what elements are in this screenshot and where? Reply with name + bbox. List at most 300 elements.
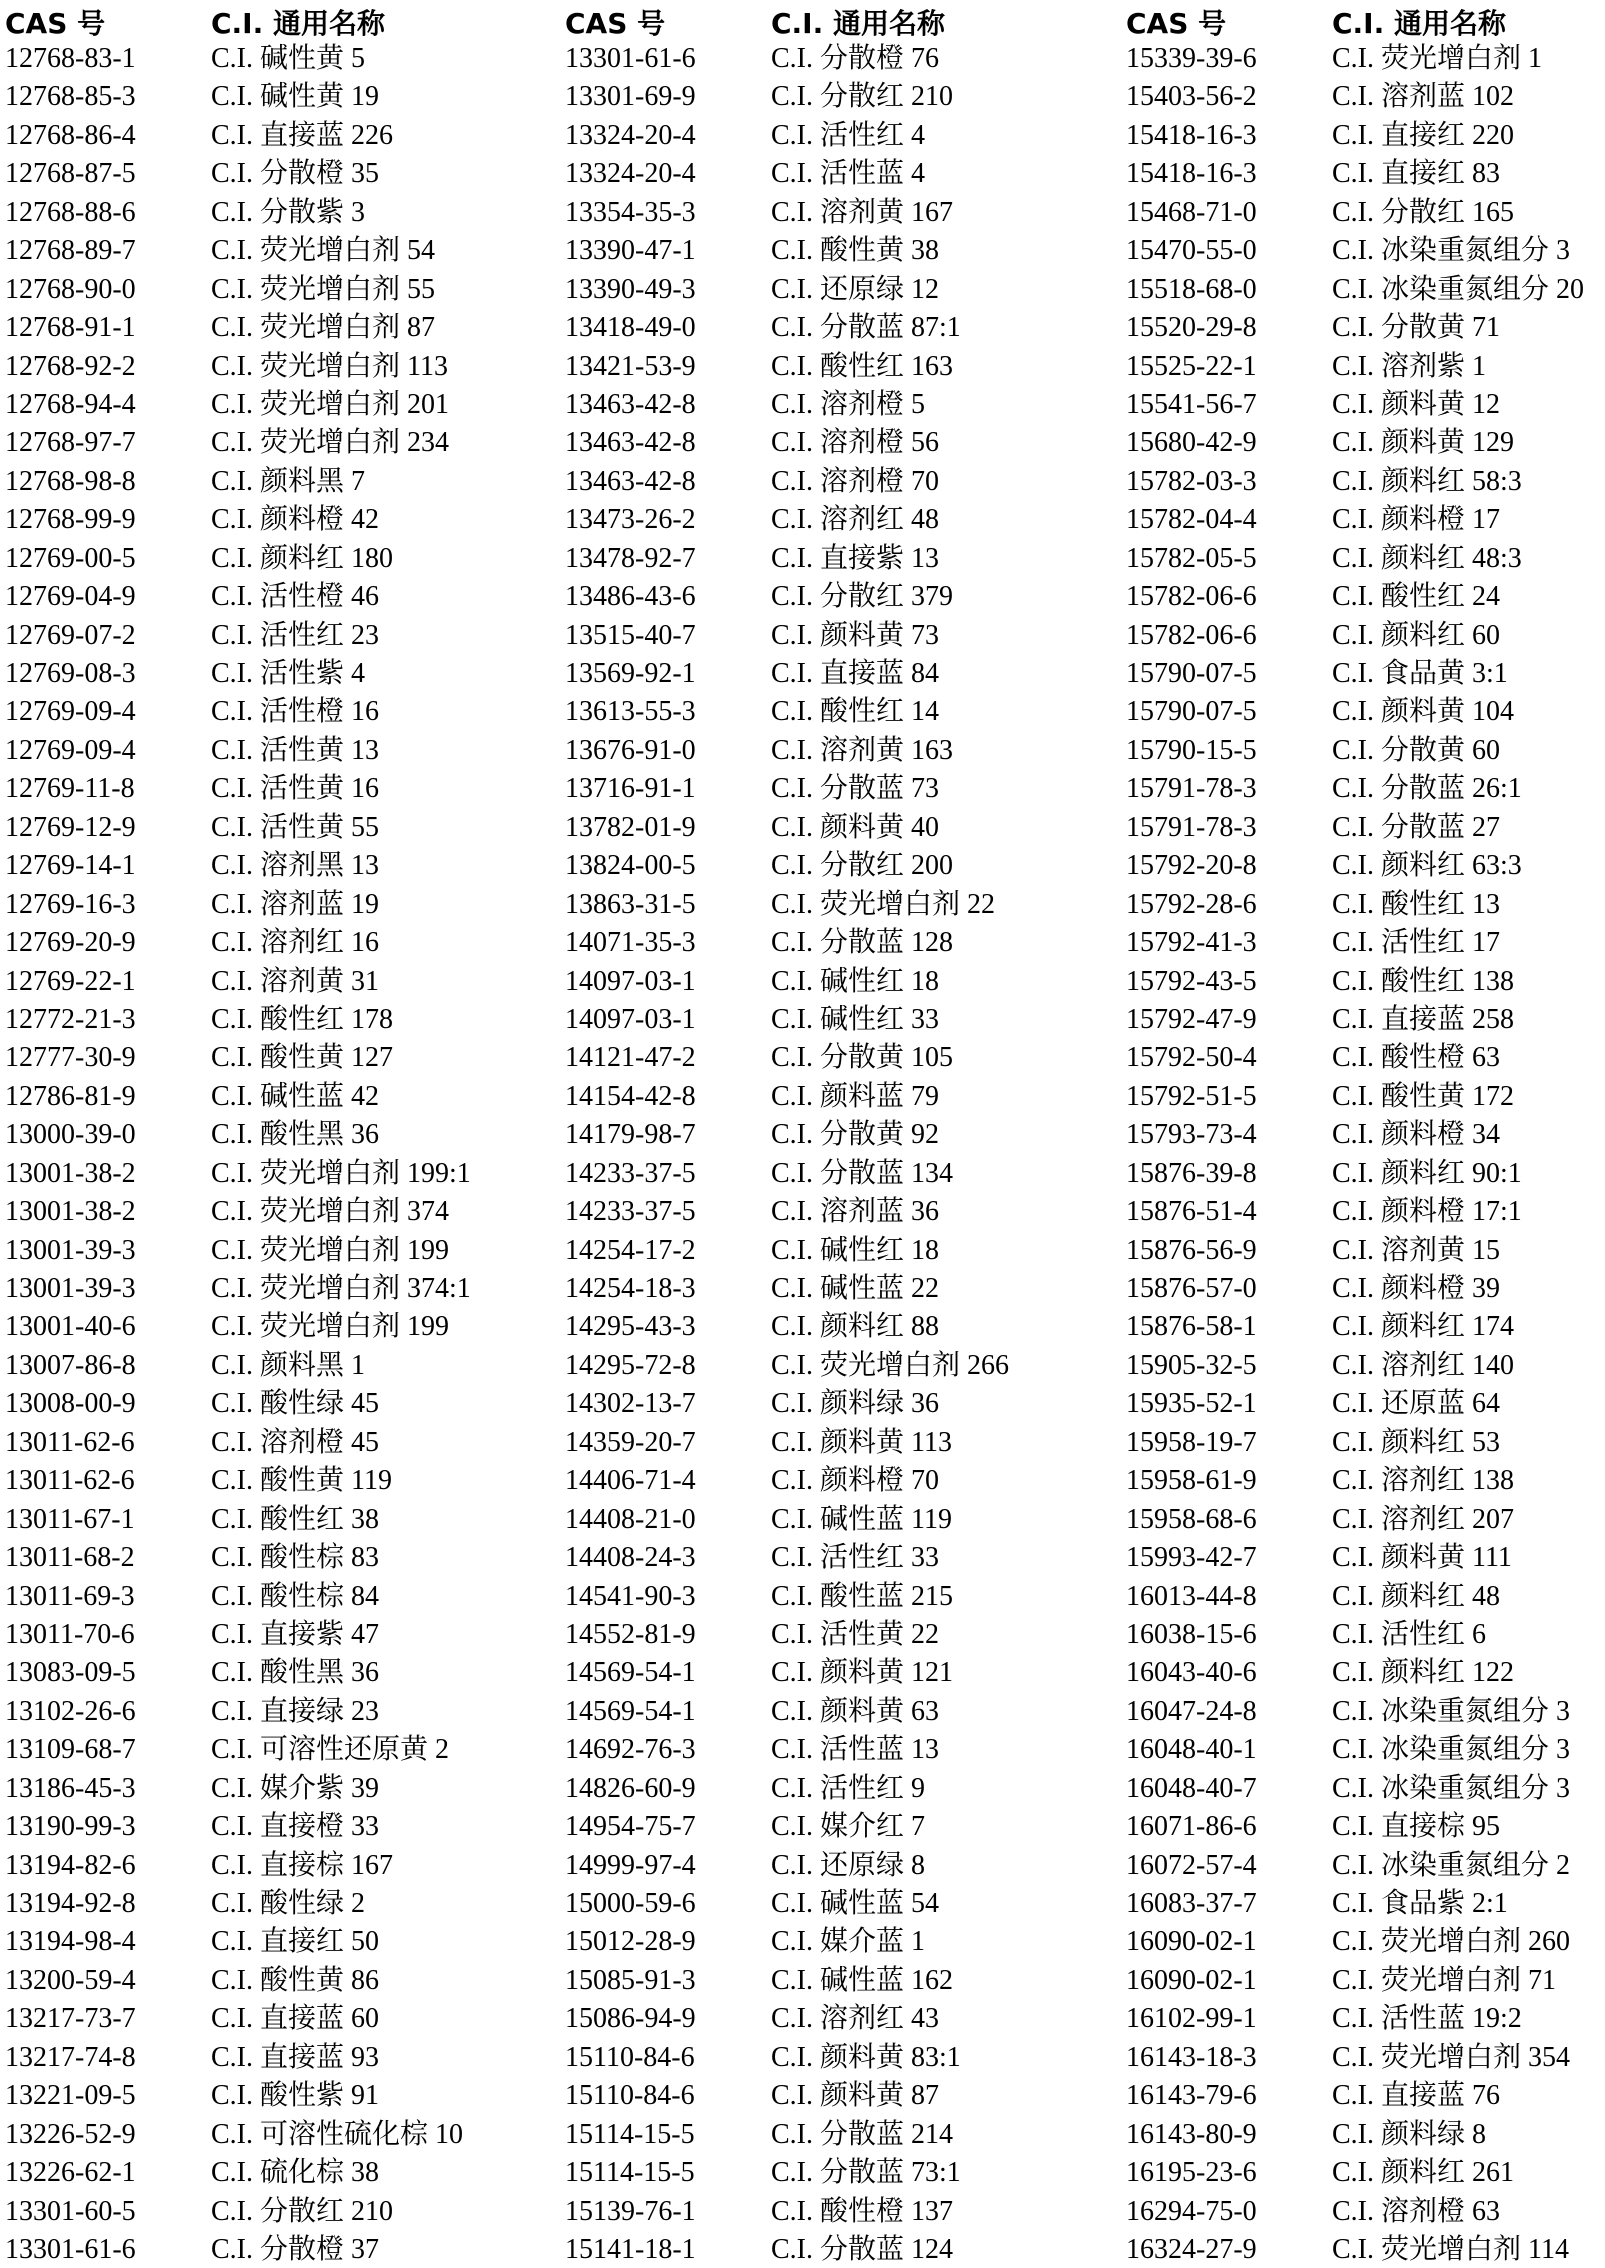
cas-number: 12772-21-3 [5,1003,136,1035]
cas-number: 12769-11-8 [5,773,135,805]
ci-generic-name: C.I. 溶剂黄 31 [211,965,380,997]
ci-generic-name: C.I. 溶剂红 43 [771,2003,940,2035]
ci-generic-name: C.I. 冰染重氮组分 3 [1332,1695,1571,1727]
ci-generic-name: C.I. 颜料红 60 [1332,619,1501,651]
cas-number: 14541-90-3 [565,1580,696,1612]
ci-generic-name: C.I. 溶剂红 16 [211,927,380,959]
cas-number: 15876-56-9 [1126,1234,1257,1266]
cas-number: 15086-94-9 [565,2003,696,2035]
cas-number: 13716-91-1 [565,773,696,805]
cas-number: 14154-42-8 [565,1080,696,1112]
ci-generic-name: C.I. 溶剂蓝 102 [1332,81,1515,113]
cas-number: 13324-20-4 [565,119,696,151]
ci-generic-name: C.I. 直接红 83 [1332,158,1501,190]
cas-number: 13083-09-5 [5,1657,136,1689]
cas-number: 15791-78-3 [1126,773,1257,805]
ci-generic-name: C.I. 颜料橙 17 [1332,504,1501,536]
cas-number: 14295-43-3 [565,1311,696,1343]
ci-generic-name: C.I. 颜料红 122 [1332,1657,1515,1689]
ci-generic-name: C.I. 荧光增白剂 22 [771,888,996,920]
cas-number: 13194-92-8 [5,1888,136,1919]
cas-number: 15782-05-5 [1126,542,1257,574]
ci-generic-name: C.I. 酸性黄 172 [1332,1080,1515,1112]
ci-generic-name: C.I. 颜料黄 111 [1332,1542,1512,1574]
cas-number: 13194-82-6 [5,1849,136,1881]
ci-generic-name: C.I. 颜料红 63:3 [1332,850,1522,882]
ci-generic-name: C.I. 分散蓝 124 [771,2233,954,2265]
cas-number: 15876-57-0 [1126,1273,1257,1304]
ci-generic-name: C.I. 分散橙 76 [771,43,940,74]
ci-generic-name: C.I. 酸性红 138 [1332,965,1515,997]
ci-generic-name: C.I. 硫化棕 38 [211,2157,380,2189]
ci-generic-name: C.I. 分散黄 92 [771,1119,940,1151]
cas-number: 14233-37-5 [565,1196,696,1228]
cas-number: 12769-16-3 [5,888,136,920]
cas-number: 13011-67-1 [5,1503,135,1535]
cas-number: 16013-44-8 [1126,1580,1257,1612]
cas-number: 13782-01-9 [565,811,696,843]
ci-generic-name: C.I. 直接蓝 258 [1332,1003,1515,1035]
ci-generic-name: C.I. 还原绿 8 [771,1849,926,1881]
ci-generic-name: C.I. 酸性绿 2 [211,1888,366,1919]
ci-generic-name: C.I. 活性红 33 [771,1542,940,1574]
ci-generic-name: C.I. 分散红 379 [771,581,954,613]
cas-number: 15403-56-2 [1126,81,1257,113]
ci-generic-name: C.I. 颜料绿 8 [1332,2118,1487,2150]
cas-number: 13613-55-3 [565,696,696,728]
cas-number: 13473-26-2 [565,504,696,536]
ci-generic-name: C.I. 荧光增白剂 55 [211,273,436,305]
cas-number: 13515-40-7 [565,619,696,651]
ci-generic-name: C.I. 活性蓝 13 [771,1734,940,1766]
ci-generic-name: C.I. 碱性黄 19 [211,81,380,113]
cas-number: 13001-39-3 [5,1234,136,1266]
cas-number: 15541-56-7 [1126,388,1257,420]
ci-generic-name: C.I. 酸性红 178 [211,1003,394,1035]
cas-number: 13186-45-3 [5,1772,136,1804]
cas-number: 12768-94-4 [5,388,136,420]
ci-generic-name: C.I. 分散黄 60 [1332,734,1501,766]
cas-number: 12768-97-7 [5,427,136,459]
name-header: C.I. 通用名称 [1332,7,1506,40]
cas-number: 13011-68-2 [5,1542,135,1574]
cas-number: 14254-17-2 [565,1234,696,1266]
cas-number: 12768-99-9 [5,504,136,536]
ci-generic-name: C.I. 活性紫 4 [211,658,366,689]
cas-number: 12769-07-2 [5,619,136,651]
ci-generic-name: C.I. 可溶性硫化棕 10 [211,2118,464,2150]
cas-number: 13011-62-6 [5,1465,135,1497]
ci-generic-name: C.I. 溶剂红 207 [1332,1503,1515,1535]
ci-generic-name: C.I. 冰染重氮组分 2 [1332,1849,1571,1881]
ci-generic-name: C.I. 媒介红 7 [771,1811,926,1843]
cas-number: 12768-88-6 [5,196,136,228]
cas-number: 14826-60-9 [565,1772,696,1804]
cas-number: 15792-51-5 [1126,1080,1257,1112]
cas-number: 15012-28-9 [565,1926,696,1958]
ci-generic-name: C.I. 酸性绿 45 [211,1388,380,1420]
cas-number: 15792-50-4 [1126,1042,1257,1074]
ci-generic-name: C.I. 活性橙 46 [211,581,380,613]
ci-generic-name: C.I. 冰染重氮组分 3 [1332,235,1571,267]
ci-generic-name: C.I. 直接红 220 [1332,119,1515,151]
ci-generic-name: C.I. 荧光增白剂 354 [1332,2041,1571,2073]
ci-generic-name: C.I. 颜料黑 1 [211,1349,366,1381]
ci-generic-name: C.I. 颜料红 180 [211,542,394,574]
ci-generic-name: C.I. 颜料黄 12 [1332,388,1501,420]
cas-number: 12768-91-1 [5,312,136,344]
cas-number: 13226-62-1 [5,2157,136,2189]
ci-generic-name: C.I. 分散红 165 [1332,196,1515,228]
cas-number: 15791-78-3 [1126,811,1257,843]
cas-number: 15782-03-3 [1126,465,1257,497]
ci-generic-name: C.I. 活性红 4 [771,119,926,151]
cas-number: 13421-53-9 [565,350,696,382]
ci-generic-name: C.I. 颜料黄 104 [1332,696,1515,728]
ci-generic-name: C.I. 溶剂黄 15 [1332,1234,1501,1266]
cas-number: 15782-06-6 [1126,619,1257,651]
ci-generic-name: C.I. 分散红 200 [771,850,954,882]
ci-generic-name: C.I. 荧光增白剂 266 [771,1349,1010,1381]
cas-number: 15000-59-6 [565,1888,696,1919]
ci-generic-name: C.I. 酸性黄 38 [771,235,940,267]
ci-generic-name: C.I. 分散蓝 26:1 [1332,773,1522,805]
ci-generic-name: C.I. 酸性红 24 [1332,581,1501,613]
ci-generic-name: C.I. 分散红 210 [771,81,954,113]
cas-number: 16324-27-9 [1126,2233,1257,2265]
cas-number: 13217-74-8 [5,2041,136,2073]
ci-generic-name: C.I. 酸性棕 83 [211,1542,380,1574]
ci-generic-name: C.I. 颜料橙 17:1 [1332,1196,1522,1228]
cas-number: 13200-59-4 [5,1964,136,1996]
cas-number: 15958-61-9 [1126,1465,1257,1497]
cas-number: 12769-00-5 [5,542,136,574]
ci-generic-name: C.I. 分散蓝 134 [771,1157,954,1189]
cas-number: 14254-18-3 [565,1273,696,1304]
ci-generic-name: C.I. 活性红 6 [1332,1618,1487,1650]
ci-generic-name: C.I. 颜料黄 83:1 [771,2041,961,2073]
ci-generic-name: C.I. 溶剂蓝 36 [771,1196,940,1228]
cas-number: 12768-83-1 [5,43,136,74]
ci-generic-name: C.I. 直接棕 167 [211,1849,394,1881]
cas-number: 16090-02-1 [1126,1964,1257,1996]
cas-number: 13221-09-5 [5,2080,136,2112]
cas-number: 13390-47-1 [565,235,696,267]
ci-generic-name: C.I. 分散黄 105 [771,1042,954,1074]
cas-number: 16143-79-6 [1126,2080,1257,2112]
cas-number: 13463-42-8 [565,427,696,459]
cas-number: 14097-03-1 [565,1003,696,1035]
ci-generic-name: C.I. 直接紫 47 [211,1618,380,1650]
ci-generic-name: C.I. 颜料黄 73 [771,619,940,651]
cas-number: 13001-38-2 [5,1157,136,1189]
cas-number: 16038-15-6 [1126,1618,1257,1650]
cas-number: 16072-57-4 [1126,1849,1257,1881]
cas-number: 14071-35-3 [565,927,696,959]
ci-generic-name: C.I. 直接蓝 93 [211,2041,380,2073]
ci-generic-name: C.I. 颜料黄 121 [771,1657,954,1689]
cas-number: 15790-07-5 [1126,696,1257,728]
ci-generic-name: C.I. 酸性蓝 215 [771,1580,954,1612]
cas-number: 16083-37-7 [1126,1888,1257,1919]
ci-generic-name: C.I. 碱性蓝 42 [211,1080,380,1112]
cas-number: 15520-29-8 [1126,312,1257,344]
cas-number: 12768-86-4 [5,119,136,151]
cas-number: 16143-18-3 [1126,2041,1257,2073]
cas-number: 14692-76-3 [565,1734,696,1766]
ci-generic-name: C.I. 直接橙 33 [211,1811,380,1843]
ci-generic-name: C.I. 碱性黄 5 [211,43,366,74]
cas-number: 15993-42-7 [1126,1542,1257,1574]
cas-number: 15792-47-9 [1126,1003,1257,1035]
cas-number: 16195-23-6 [1126,2157,1257,2189]
ci-generic-name: C.I. 酸性红 38 [211,1503,380,1535]
cas-number: 15782-06-6 [1126,581,1257,613]
cas-number: 13000-39-0 [5,1119,136,1151]
cas-number: 15792-43-5 [1126,965,1257,997]
ci-generic-name: C.I. 食品黄 3:1 [1332,658,1508,689]
ci-generic-name: C.I. 分散蓝 87:1 [771,312,961,344]
ci-generic-name: C.I. 食品紫 2:1 [1332,1888,1508,1919]
ci-generic-name: C.I. 直接蓝 84 [771,658,940,689]
ci-generic-name: C.I. 酸性橙 137 [771,2195,954,2227]
cas-number: 12768-87-5 [5,158,136,190]
cas-number: 13354-35-3 [565,196,696,228]
ci-generic-name: C.I. 颜料黄 87 [771,2080,940,2112]
ci-generic-name: C.I. 活性黄 13 [211,734,380,766]
cas-number: 15141-18-1 [565,2233,696,2265]
ci-generic-name: C.I. 活性蓝 19:2 [1332,2003,1522,2035]
ci-generic-name: C.I. 溶剂橙 45 [211,1426,380,1458]
cas-number: 15114-15-5 [565,2157,695,2189]
cas-number: 13011-69-3 [5,1580,135,1612]
ci-generic-name: C.I. 酸性黑 36 [211,1119,380,1151]
ci-generic-name: C.I. 溶剂红 48 [771,504,940,536]
cas-number: 12769-12-9 [5,811,136,843]
ci-generic-name: C.I. 碱性蓝 162 [771,1964,954,1996]
cas-number: 14999-97-4 [565,1849,696,1881]
ci-generic-name: C.I. 酸性黑 36 [211,1657,380,1689]
cas-number: 13008-00-9 [5,1388,136,1420]
cas-number: 13301-60-5 [5,2195,136,2227]
cas-number: 12769-04-9 [5,581,136,613]
ci-generic-name: C.I. 还原蓝 64 [1332,1388,1501,1420]
cas-number: 12777-30-9 [5,1042,136,1074]
ci-generic-name: C.I. 活性蓝 4 [771,158,926,190]
ci-generic-name: C.I. 酸性黄 119 [211,1465,392,1497]
cas-number: 15793-73-4 [1126,1119,1257,1151]
ci-generic-name: C.I. 荧光增白剂 54 [211,235,436,267]
cas-number: 14408-24-3 [565,1542,696,1574]
cas-number: 13863-31-5 [565,888,696,920]
ci-generic-name: C.I. 颜料橙 70 [771,1465,940,1497]
ci-generic-name: C.I. 分散橙 37 [211,2233,380,2265]
ci-generic-name: C.I. 溶剂黄 167 [771,196,954,228]
cas-number: 15339-39-6 [1126,43,1257,74]
ci-generic-name: C.I. 活性黄 16 [211,773,380,805]
ci-generic-name: C.I. 分散红 210 [211,2195,394,2227]
ci-generic-name: C.I. 酸性橙 63 [1332,1042,1501,1074]
ci-generic-name: C.I. 溶剂橙 63 [1332,2195,1501,2227]
cas-number: 15792-20-8 [1126,850,1257,882]
cas-number: 16048-40-7 [1126,1772,1257,1804]
ci-generic-name: C.I. 颜料橙 34 [1332,1119,1501,1151]
ci-generic-name: C.I. 活性红 17 [1332,927,1501,959]
ci-generic-name: C.I. 溶剂橙 56 [771,427,940,459]
ci-generic-name: C.I. 荧光增白剂 260 [1332,1926,1571,1958]
cas-number: 15958-19-7 [1126,1426,1257,1458]
ci-generic-name: C.I. 酸性黄 127 [211,1042,394,1074]
ci-generic-name: C.I. 碱性蓝 54 [771,1888,940,1919]
cas-number: 13011-70-6 [5,1618,135,1650]
ci-generic-name: C.I. 颜料黄 40 [771,811,940,843]
ci-generic-name: C.I. 荧光增白剂 374:1 [211,1273,471,1304]
cas-number: 12768-98-8 [5,465,136,497]
cas-number: 12769-08-3 [5,658,136,689]
ci-generic-name: C.I. 颜料绿 36 [771,1388,940,1420]
cas-number: 13390-49-3 [565,273,696,305]
cas-number: 15782-04-4 [1126,504,1257,536]
ci-generic-name: C.I. 活性橙 16 [211,696,380,728]
ci-generic-name: C.I. 荧光增白剂 374 [211,1196,450,1228]
cas-number: 15905-32-5 [1126,1349,1257,1381]
cas-number: 16102-99-1 [1126,2003,1257,2035]
cas-number: 13324-20-4 [565,158,696,190]
cas-header: CAS 号 [1126,7,1227,40]
cas-number: 15114-15-5 [565,2118,695,2150]
cas-number: 15790-07-5 [1126,658,1257,689]
cas-number: 13418-49-0 [565,312,696,344]
ci-generic-name: C.I. 颜料红 90:1 [1332,1157,1522,1189]
cas-number: 15518-68-0 [1126,273,1257,305]
cas-number: 13194-98-4 [5,1926,136,1958]
ci-generic-name: C.I. 分散黄 71 [1332,312,1501,344]
cas-number: 14302-13-7 [565,1388,696,1420]
ci-generic-name: C.I. 溶剂黄 163 [771,734,954,766]
ci-generic-name: C.I. 颜料红 174 [1332,1311,1515,1343]
cas-number: 13001-38-2 [5,1196,136,1228]
cas-number: 13301-61-6 [565,43,696,74]
cas-number: 13463-42-8 [565,465,696,497]
cas-number: 13478-92-7 [565,542,696,574]
ci-generic-name: C.I. 碱性蓝 119 [771,1503,952,1535]
cas-number: 12769-14-1 [5,850,136,882]
ci-generic-name: C.I. 分散蓝 73 [771,773,940,805]
ci-generic-name: C.I. 溶剂紫 1 [1332,350,1487,382]
ci-generic-name: C.I. 荧光增白剂 87 [211,312,436,344]
ci-generic-name: C.I. 溶剂蓝 19 [211,888,380,920]
cas-number: 13007-86-8 [5,1349,136,1381]
ci-generic-name: C.I. 冰染重氮组分 20 [1332,273,1585,305]
cas-number: 15876-39-8 [1126,1157,1257,1189]
cas-number: 14569-54-1 [565,1695,696,1727]
ci-generic-name: C.I. 溶剂黑 13 [211,850,380,882]
cas-number: 15680-42-9 [1126,427,1257,459]
ci-generic-name: C.I. 分散蓝 27 [1332,811,1501,843]
ci-generic-name: C.I. 冰染重氮组分 3 [1332,1772,1571,1804]
ci-generic-name: C.I. 酸性红 14 [771,696,940,728]
ci-generic-name: C.I. 分散蓝 214 [771,2118,954,2150]
name-header: C.I. 通用名称 [211,7,385,40]
ci-generic-name: C.I. 分散橙 35 [211,158,380,190]
ci-generic-name: C.I. 碱性蓝 22 [771,1273,940,1304]
cas-number: 12768-85-3 [5,81,136,113]
cas-number: 14359-20-7 [565,1426,696,1458]
ci-generic-name: C.I. 颜料黄 129 [1332,427,1515,459]
cas-number: 14569-54-1 [565,1657,696,1689]
ci-generic-name: C.I. 活性红 9 [771,1772,926,1804]
cas-number: 15935-52-1 [1126,1388,1257,1420]
ci-generic-name: C.I. 直接紫 13 [771,542,940,574]
cas-number: 14406-71-4 [565,1465,696,1497]
cas-number: 15418-16-3 [1126,158,1257,190]
ci-generic-name: C.I. 酸性黄 86 [211,1964,380,1996]
ci-generic-name: C.I. 酸性棕 84 [211,1580,380,1612]
cas-number: 14233-37-5 [565,1157,696,1189]
ci-generic-name: C.I. 颜料红 261 [1332,2157,1515,2189]
ci-generic-name: C.I. 分散蓝 73:1 [771,2157,961,2189]
ci-generic-name: C.I. 溶剂橙 70 [771,465,940,497]
ci-generic-name: C.I. 酸性红 163 [771,350,954,382]
cas-number: 13301-61-6 [5,2233,136,2265]
ci-generic-name: C.I. 颜料红 53 [1332,1426,1501,1458]
cas-number: 16294-75-0 [1126,2195,1257,2227]
ci-generic-name: C.I. 荧光增白剂 1 [1332,43,1543,74]
ci-generic-name: C.I. 直接绿 23 [211,1695,380,1727]
cas-number: 13463-42-8 [565,388,696,420]
ci-generic-name: C.I. 颜料黄 63 [771,1695,940,1727]
ci-generic-name: C.I. 颜料红 58:3 [1332,465,1522,497]
ci-generic-name: C.I. 直接蓝 76 [1332,2080,1501,2112]
ci-generic-name: C.I. 酸性红 13 [1332,888,1501,920]
cas-number: 14552-81-9 [565,1618,696,1650]
cas-number: 15792-28-6 [1126,888,1257,920]
cas-number: 15792-41-3 [1126,927,1257,959]
ci-generic-name: C.I. 可溶性还原黄 2 [211,1734,450,1766]
ci-generic-name: C.I. 荧光增白剂 113 [211,350,448,382]
ci-generic-name: C.I. 直接红 50 [211,1926,380,1958]
ci-generic-name: C.I. 活性黄 22 [771,1618,940,1650]
cas-number: 16090-02-1 [1126,1926,1257,1958]
ci-generic-name: C.I. 颜料黑 7 [211,465,366,497]
cas-number: 13011-62-6 [5,1426,135,1458]
ci-generic-name: C.I. 颜料红 48 [1332,1580,1501,1612]
ci-generic-name: C.I. 碱性红 18 [771,1234,940,1266]
ci-generic-name: C.I. 分散紫 3 [211,196,366,228]
ci-generic-name: C.I. 荧光增白剂 114 [1332,2233,1569,2265]
ci-generic-name: C.I. 活性红 23 [211,619,380,651]
ci-generic-name: C.I. 荧光增白剂 201 [211,388,450,420]
cas-number: 13301-69-9 [565,81,696,113]
cas-number: 12786-81-9 [5,1080,136,1112]
ci-generic-name: C.I. 分散蓝 128 [771,927,954,959]
cas-number: 14954-75-7 [565,1811,696,1843]
name-header: C.I. 通用名称 [771,7,945,40]
ci-generic-name: C.I. 溶剂红 138 [1332,1465,1515,1497]
cas-number: 14295-72-8 [565,1349,696,1381]
cas-number: 13109-68-7 [5,1734,136,1766]
cas-number: 13226-52-9 [5,2118,136,2150]
ci-generic-name: C.I. 碱性红 18 [771,965,940,997]
ci-generic-name: C.I. 溶剂橙 5 [771,388,926,420]
cas-number: 15470-55-0 [1126,235,1257,267]
cas-number: 13190-99-3 [5,1811,136,1843]
cas-number: 14179-98-7 [565,1119,696,1151]
cas-number: 15876-58-1 [1126,1311,1257,1343]
cas-number: 15418-16-3 [1126,119,1257,151]
ci-generic-name: C.I. 荧光增白剂 71 [1332,1964,1557,1996]
cas-number: 16043-40-6 [1126,1657,1257,1689]
